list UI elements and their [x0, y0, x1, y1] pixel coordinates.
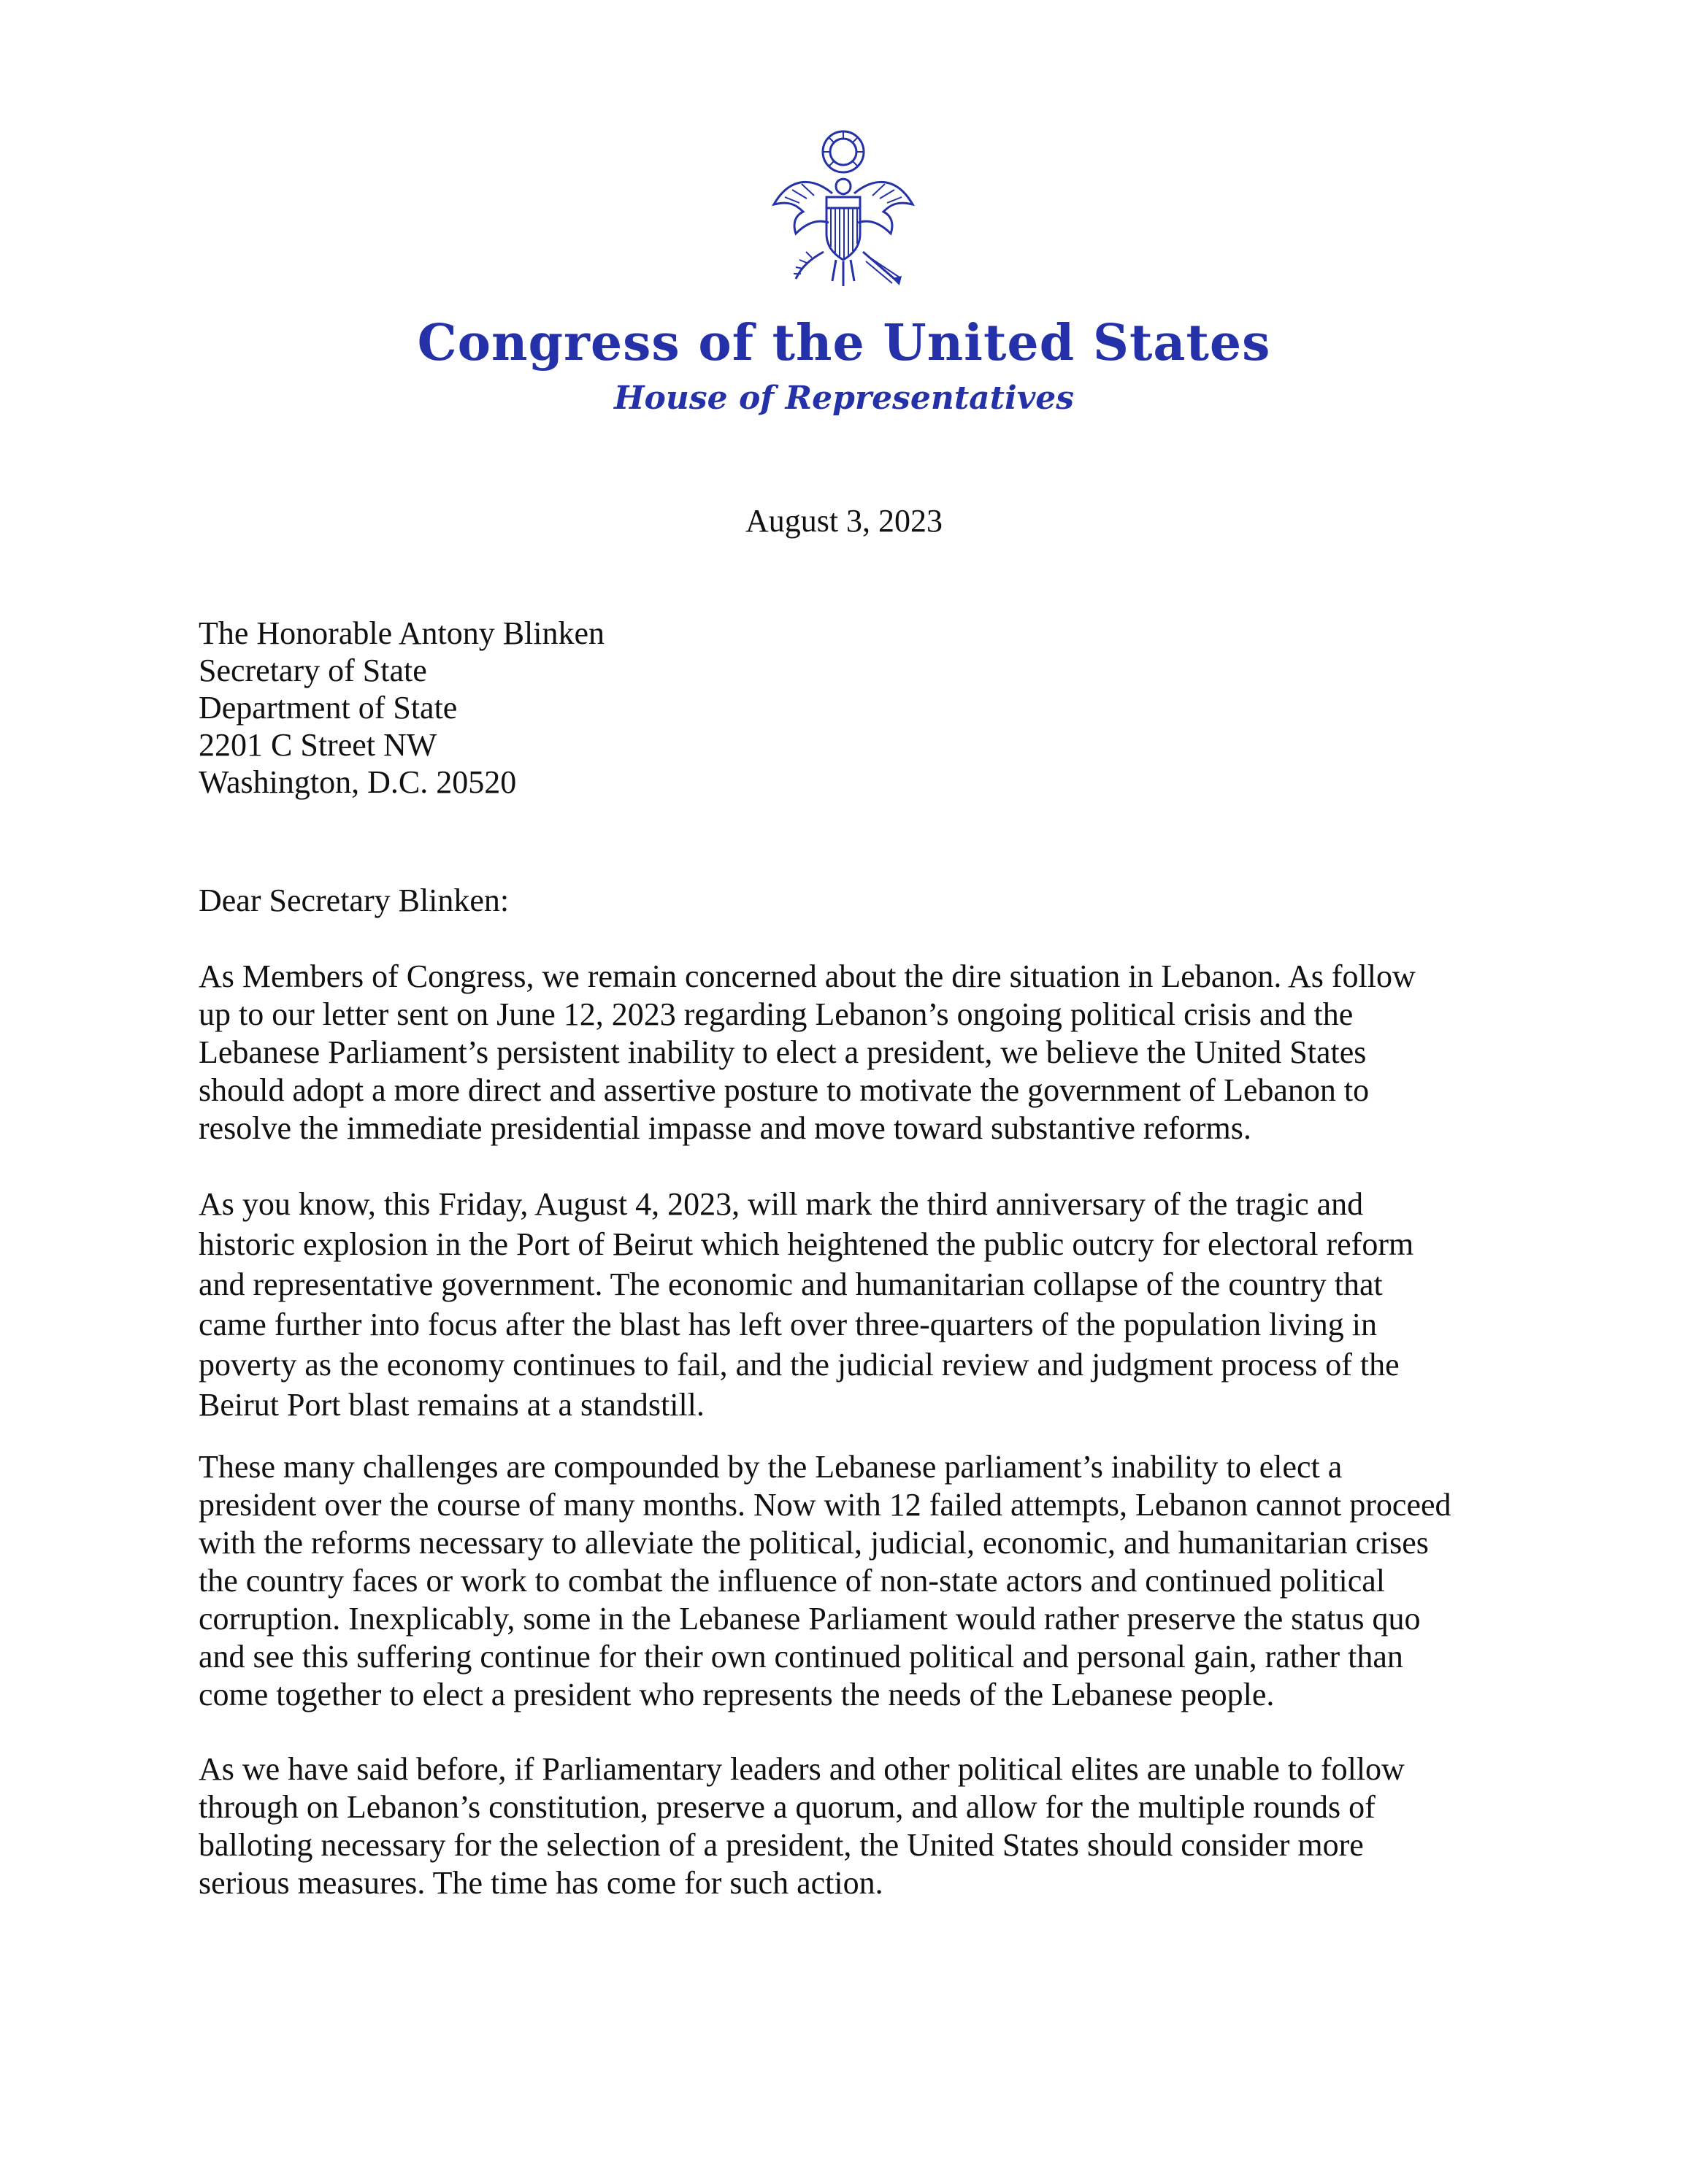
recipient-line: Department of State: [199, 690, 458, 726]
paragraph-line: serious measures. The time has come for such action.: [199, 1865, 883, 1901]
paragraph-line: historic explosion in the Port of Beirut which heightened the public outcry for electoral reform: [199, 1226, 1414, 1262]
paragraph-line: resolve the immediate presidential impasse and move toward substantive reforms.: [199, 1110, 1251, 1146]
paragraph-line: corruption. Inexplicably, some in the Lebanese Parliament would rather preserve the status quo: [199, 1601, 1421, 1637]
paragraph-line: These many challenges are compounded by the Lebanese parliament’s inability to elect a: [199, 1449, 1343, 1485]
body-paragraph: [199, 958, 1505, 1147]
salutation: Dear Secretary Blinken:: [199, 883, 510, 918]
recipient-line: 2201 C Street NW: [199, 727, 437, 763]
paragraph-line: As you know, this Friday, August 4, 2023, will mark the third anniversary of the tragic and: [199, 1186, 1364, 1222]
great-seal-eagle-icon: [767, 124, 920, 292]
letterhead-subtitle: House of Representatives: [613, 380, 1075, 417]
paragraph-line: president over the course of many months. Now with 12 failed attempts, Lebanon cannot proceed: [199, 1487, 1451, 1523]
paragraph-line: As we have said before, if Parliamentary leaders and other political elites are unable to follow: [199, 1751, 1405, 1787]
paragraph-line: As Members of Congress, we remain concerned about the dire situation in Lebanon. As follow: [199, 958, 1416, 994]
paragraph-line: the country faces or work to combat the influence of non-state actors and continued political: [199, 1563, 1385, 1599]
paragraph-line: poverty as the economy continues to fail, and the judicial review and judgment process of the: [199, 1347, 1400, 1383]
letter-date: August 3, 2023: [745, 503, 943, 539]
paragraph-line: with the reforms necessary to alleviate the political, judicial, economic, and humanitarian crises: [199, 1525, 1429, 1561]
paragraph-line: and see this suffering continue for their own continued political and personal gain, rather than: [199, 1639, 1403, 1674]
paragraph-line: balloting necessary for the selection of a president, the United States should consider more: [199, 1827, 1364, 1863]
paragraph-line: come together to elect a president who represents the needs of the Lebanese people.: [199, 1677, 1275, 1712]
body-paragraph: [199, 1184, 1505, 1425]
body-paragraph: [199, 1750, 1505, 1902]
paragraph-line: should adopt a more direct and assertive posture to motivate the government of Lebanon to: [199, 1072, 1370, 1108]
recipient-line: Secretary of State: [199, 653, 427, 688]
recipient-address: [199, 615, 605, 801]
paragraph-line: Lebanese Parliament’s persistent inability to elect a president, we believe the United States: [199, 1034, 1367, 1070]
body-paragraph: [199, 1448, 1505, 1714]
paragraph-line: through on Lebanon’s constitution, preserve a quorum, and allow for the multiple rounds of: [199, 1789, 1376, 1825]
paragraph-line: came further into focus after the blast has left over three-quarters of the population living in: [199, 1307, 1377, 1342]
paragraph-line: up to our letter sent on June 12, 2023 regarding Lebanon’s ongoing political crisis and the: [199, 996, 1354, 1032]
recipient-line: The Honorable Antony Blinken: [199, 615, 605, 651]
recipient-line: Washington, D.C. 20520: [199, 764, 517, 800]
paragraph-line: Beirut Port blast remains at a standstill.: [199, 1387, 705, 1423]
letterhead-title: Congress of the United States: [417, 314, 1271, 372]
paragraph-line: and representative government. The economic and humanitarian collapse of the country that: [199, 1266, 1383, 1302]
